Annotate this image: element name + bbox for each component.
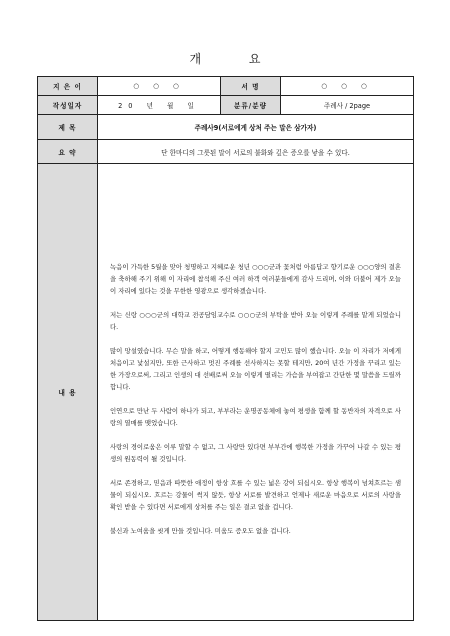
date-label: 작성일자: [38, 96, 98, 115]
paragraph: 사랑의 경이로움은 이루 말할 수 없고, 그 사랑만 있다면 부부간에 행복한 가정을 가꾸어 나갈 수 있는 평생의 원동력이 될 것입니다.: [110, 443, 401, 463]
paragraph: 인연으로 만난 두 사람이 하나가 되고, 부부라는 운명공동체에 놓여 평생을 함께 할 동반자의 자격으로 사랑의 열매를 맺었습니다.: [110, 407, 401, 427]
subject-label: 제 목: [38, 115, 98, 140]
content-row: [38, 164, 414, 621]
paragraph: 녹음이 가득한 5월을 맞아 청명하고 지혜로운 청년 ○○○군과 꽃처럼 아름답고 향기로운 ○○○양의 결혼을 축하해 주기 위해 이 자리에 참석해 주신 여러 하객 여러분들에게 감사 드리며, 이와 더불어 제가 오늘 이 자리에 있다는 것을 무한한 영광으로 생각하겠습니다.: [110, 263, 401, 295]
category-value: 주례사 / 2page: [281, 96, 414, 115]
signature-value: ○ ○ ○: [281, 77, 414, 96]
date-row: [38, 96, 414, 115]
paragraph: 많이 망설였습니다. 무슨 말을 하고, 어떻게 행동해야 할지 고민도 많이 했습니다. 오늘 이 자리가 저에게 처음이고 낯설지만, 또한 근사하고 멋진 주례를 선사하지는 못할 테지만, 20여 년간 가정을 꾸리고 있는 한 가장으로써, 그리고 인생의 대 선배로써 오늘 이렇게 떨리는 가슴을 부여잡고 간단한 몇 말씀을 드릴까 합니다.: [110, 347, 401, 391]
document-title: 개 요: [189, 52, 283, 66]
summary-form: [37, 76, 414, 621]
date-value: 20 년 월 일: [98, 96, 221, 115]
author-value: ○ ○ ○: [98, 77, 221, 96]
summary-row: [38, 140, 414, 164]
author-label: 지 은 이: [38, 77, 98, 96]
subject-value: 주례사9(서로에게 상처 주는 말은 삼가자): [98, 115, 414, 140]
author-row: [38, 77, 414, 96]
summary-value: 단 한마디의 그릇된 말이 서로의 불화와 깊은 증오를 낳을 수 있다.: [98, 140, 414, 164]
summary-label: 요 약: [38, 140, 98, 164]
content-body: [102, 235, 409, 537]
category-label: 분류/분량: [221, 96, 281, 115]
subject-row: [38, 115, 414, 140]
signature-label: 서 명: [221, 77, 281, 96]
paragraph: 저는 신랑 ○○○군의 대학교 전공담임교수로 ○○○군의 부탁을 받아 오늘 이렇게 주례를 맡게 되었습니다.: [110, 311, 401, 331]
content-label: 내 용: [38, 164, 98, 621]
paragraph: 서로 존경하고, 믿음과 따뜻한 애정이 항상 흐를 수 있는 넓은 강이 되십시오. 항상 행복이 넘쳐흐르는 샘물이 되십시오. 흐르는 강물이 썩지 않듯, 항상 서로를 발견하고 언제나 새로운 마음으로 서로의 사랑을 확인 받을 수 있다면 서로에게 상처를 주는 일은 결코 없을 겁니다.: [110, 479, 401, 511]
paragraph: 불신과 노여움을 씻게 만들 것입니다. 미움도 증오도 없을 겁니다.: [110, 527, 291, 535]
content-cell: [98, 164, 414, 621]
